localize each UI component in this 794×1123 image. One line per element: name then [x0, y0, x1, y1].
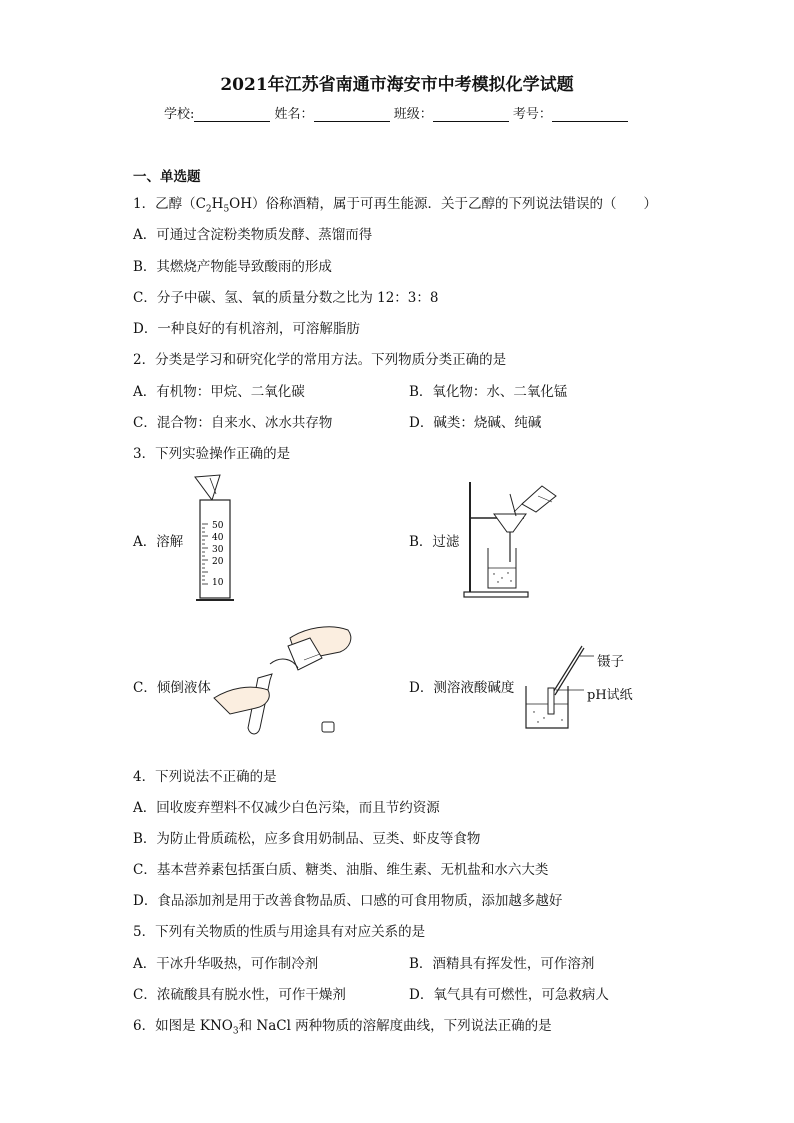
q2-option-d: D．碱类：烧碱、纯碱 — [409, 415, 542, 431]
q1-sub2: 5 — [223, 204, 230, 215]
section-title: 一、单选题 — [133, 169, 201, 185]
cylinder-mark-30: 30 — [212, 545, 224, 555]
q3-option-c: C．倾倒液体 — [133, 680, 211, 696]
pouring-liquid-figure — [210, 618, 360, 748]
question-3-stem: 3．下列实验操作正确的是 — [133, 446, 291, 462]
class-blank — [433, 107, 509, 122]
q1-option-a: A．可通过含淀粉类物质发酵、蒸馏而得 — [133, 227, 373, 243]
q2-option-a: A．有机物：甲烷、二氧化碳 — [133, 384, 305, 400]
q1-stem-post: OH）俗称酒精，属于可再生能源．关于乙醇的下列说法错误的（ ） — [229, 196, 658, 212]
name-label: 姓名： — [274, 107, 314, 122]
question-5-stem: 5．下列有关物质的性质与用途具有对应关系的是 — [133, 924, 426, 940]
q1-option-d: D．一种良好的有机溶剂，可溶解脂肪 — [133, 321, 360, 337]
q5-option-d: D．氧气具有可燃性，可急救病人 — [409, 987, 609, 1003]
label-ph-paper: pH试纸 — [587, 688, 633, 703]
class-label: 班级： — [393, 107, 433, 122]
school-blank — [194, 107, 270, 122]
q6-stem-post: 和 NaCl 两种物质的溶解度曲线，下列说法正确的是 — [238, 1018, 552, 1034]
cylinder-mark-10: 10 — [212, 578, 224, 588]
q1-mid: H — [211, 196, 224, 212]
q3-option-d: D．测溶液酸碱度 — [409, 680, 515, 696]
q6-stem-pre: 6．如图是 KNO — [133, 1018, 233, 1034]
q5-option-a: A．干冰升华吸热，可作制冷剂 — [133, 956, 319, 972]
page-title: 2021年江苏省南通市海安市中考模拟化学试题 — [220, 75, 574, 95]
exam-no-label: 考号： — [512, 107, 552, 122]
q6-sub: 3 — [232, 1026, 239, 1037]
label-tweezers: 镊子 — [597, 654, 624, 670]
exam-no-blank — [552, 107, 628, 122]
q1-option-c: C．分子中碳、氢、氧的质量分数之比为 12：3：8 — [133, 290, 439, 306]
q4-option-b: B．为防止骨质疏松，应多食用奶制品、豆类、虾皮等食物 — [133, 831, 481, 847]
q5-option-c: C．浓硫酸具有脱水性，可作干燥剂 — [133, 987, 346, 1003]
q1-sub1: 2 — [205, 204, 212, 215]
q1-option-b: B．其燃烧产物能导致酸雨的形成 — [133, 259, 332, 275]
question-2-stem: 2．分类是学习和研究化学的常用方法。下列物质分类正确的是 — [133, 352, 507, 368]
question-6-stem — [133, 1014, 552, 1037]
q3-option-b: B．过滤 — [409, 534, 460, 550]
cylinder-dissolving-figure — [190, 472, 240, 607]
cylinder-mark-40: 40 — [212, 533, 224, 543]
name-blank — [314, 107, 390, 122]
q5-option-b: B．酒精具有挥发性，可作溶剂 — [409, 956, 595, 972]
q4-option-d: D．食品添加剂是用于改善食物品质、口感的可食用物质，添加越多越好 — [133, 893, 563, 909]
cylinder-mark-50: 50 — [212, 521, 224, 531]
q3-option-a: A．溶解 — [133, 534, 184, 550]
q2-option-b: B．氧化物：水、二氧化锰 — [409, 384, 568, 400]
q2-option-c: C．混合物：自来水、冰水共存物 — [133, 415, 333, 431]
q1-stem-pre: 1．乙醇（C — [133, 196, 206, 212]
question-4-stem: 4．下列说法不正确的是 — [133, 769, 277, 785]
student-info-line — [164, 103, 628, 122]
filtration-figure — [458, 474, 568, 600]
school-label: 学校: — [164, 107, 195, 122]
q4-option-c: C．基本营养素包括蛋白质、糖类、油脂、维生素、无机盐和水六大类 — [133, 862, 549, 878]
question-1-stem — [133, 192, 657, 215]
q4-option-a: A．回收废弃塑料不仅减少白色污染，而且节约资源 — [133, 800, 440, 816]
cylinder-mark-20: 20 — [212, 557, 224, 567]
